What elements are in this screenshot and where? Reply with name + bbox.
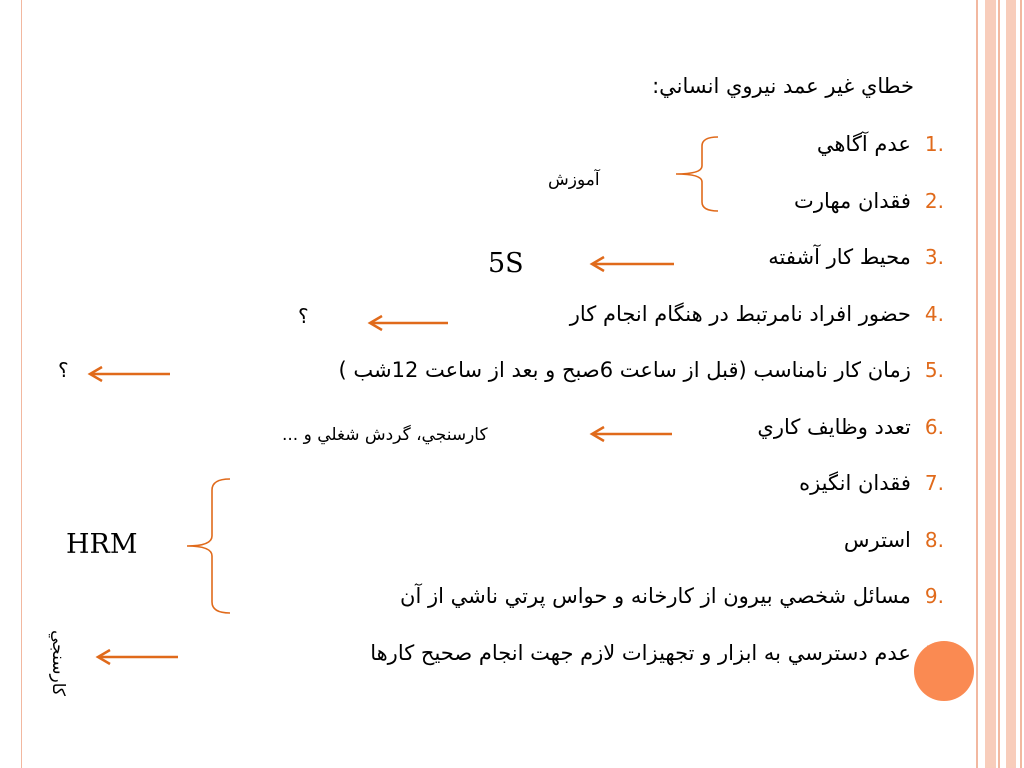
note-hrm: HRM [66, 529, 138, 560]
item-text: عدم دسترسي به ابزار و تجهيزات لازم جهت انجام صحيح كارها [370, 641, 911, 665]
item-number: .9 [924, 584, 944, 608]
left-frame-border [0, 0, 22, 768]
list-item [844, 528, 944, 552]
item-text: مسائل شخصي بيرون از كارخانه و حواس پرتي ناشي از آن [400, 584, 911, 608]
list-item [799, 471, 944, 495]
list-item [817, 132, 944, 156]
item-number: .1 [924, 132, 944, 156]
note-question: ؟ [298, 304, 309, 328]
note-question: ؟ [58, 358, 69, 382]
list-item [757, 415, 944, 439]
note-workload: كارسنجي، گردش شغلي و ... [282, 425, 488, 445]
brace-training-icon [672, 134, 722, 214]
note-vertical: كارسنجي [48, 630, 68, 696]
note-5s: 5S [488, 248, 524, 279]
brace-hrm-icon [184, 476, 234, 616]
item-number: .8 [924, 528, 944, 552]
item-number: .7 [924, 471, 944, 495]
item-text: حضور افراد نامرتبط در هنگام انجام كار [569, 302, 911, 326]
list-item [400, 584, 944, 608]
arrow-left-icon [86, 364, 172, 384]
item-text: استرس [843, 528, 911, 552]
list-item [338, 358, 944, 382]
item-number: .2 [924, 189, 944, 213]
list-item [570, 302, 944, 326]
item-text: زمان كار نامناسب (قبل از ساعت 6صبح و بعد از ساعت 12شب ) [338, 358, 911, 382]
item-number: .4 [924, 302, 944, 326]
item-text: عدم آگاهي [816, 132, 911, 156]
arrow-left-icon [94, 647, 180, 667]
item-text: محيط كار آشفته [768, 245, 911, 269]
note-training: آموزش [548, 170, 600, 190]
arrow-left-icon [588, 424, 674, 444]
item-text: تعدد وظايف كاري [757, 415, 911, 439]
item-text: فقدان انگيزه [799, 471, 911, 495]
list-item [370, 641, 944, 665]
arrow-left-icon [366, 313, 450, 333]
slide-title: خطاي غير عمد نيروي انساني: [652, 74, 914, 98]
item-number: .5 [924, 358, 944, 382]
list-item [794, 189, 944, 213]
item-number: .3 [924, 245, 944, 269]
orange-circle-bullet [914, 641, 974, 701]
item-text: فقدان مهارت [794, 189, 911, 213]
arrow-left-icon [588, 254, 676, 274]
list-item [768, 245, 944, 269]
item-number: .6 [924, 415, 944, 439]
right-frame-stripes [976, 0, 1024, 768]
